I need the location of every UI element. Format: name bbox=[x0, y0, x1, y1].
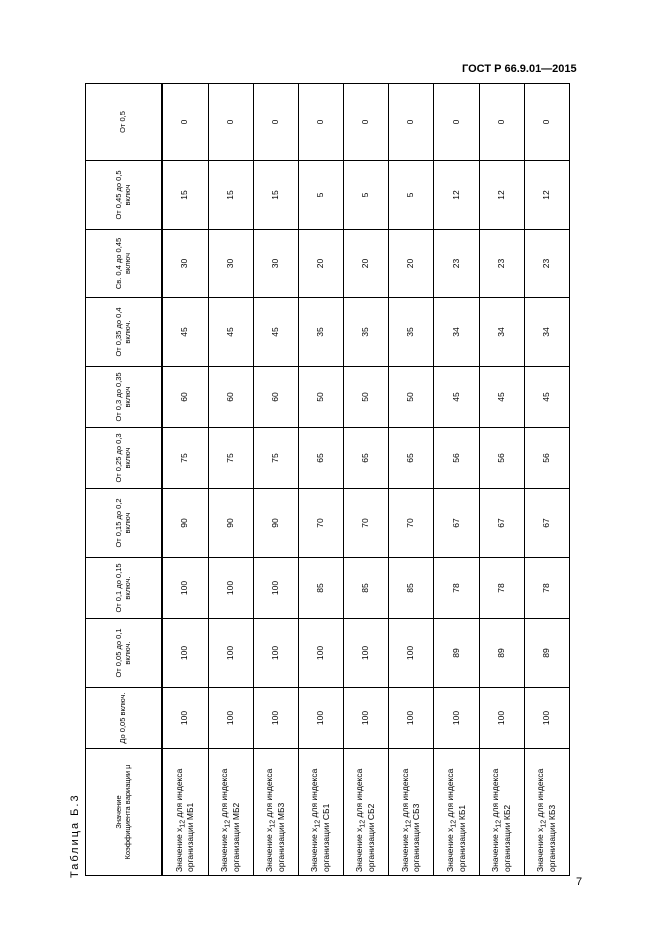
table-cell: 0 bbox=[253, 84, 298, 161]
row-label-subscript: 12 bbox=[359, 819, 368, 828]
table-cell: 0 bbox=[434, 84, 479, 161]
row-label-text: Значение x bbox=[218, 827, 229, 872]
table-cell: 50 bbox=[344, 367, 389, 428]
row-label-subscript: 12 bbox=[313, 819, 322, 828]
table-cell: 45 bbox=[253, 298, 298, 367]
row-label-text: для индекса организации КБ1 bbox=[444, 768, 467, 872]
table-cell: 35 bbox=[344, 298, 389, 367]
table-cell: 78 bbox=[479, 558, 524, 619]
table-cell: 23 bbox=[434, 230, 479, 298]
table-cell: 50 bbox=[298, 367, 343, 428]
table-row bbox=[162, 84, 208, 876]
column-header: От 0,5 bbox=[86, 84, 163, 161]
table-cell: 12 bbox=[434, 161, 479, 230]
table-header-row bbox=[86, 84, 163, 876]
row-label bbox=[298, 749, 343, 876]
corner-line-1: Значение bbox=[113, 795, 123, 829]
table-cell: 45 bbox=[162, 298, 208, 367]
table-cell: 67 bbox=[479, 489, 524, 558]
table-cell: 100 bbox=[524, 688, 569, 749]
table-cell: 70 bbox=[389, 489, 434, 558]
row-label-subscript: 12 bbox=[268, 819, 277, 828]
row-label-subscript: 12 bbox=[404, 819, 413, 828]
row-label bbox=[208, 749, 253, 876]
table-cell: 0 bbox=[389, 84, 434, 161]
table-cell: 0 bbox=[162, 84, 208, 161]
table-cell: 34 bbox=[434, 298, 479, 367]
table-cell: 56 bbox=[479, 428, 524, 489]
table-cell: 56 bbox=[524, 428, 569, 489]
row-label bbox=[344, 749, 389, 876]
table-cell: 100 bbox=[253, 688, 298, 749]
table-row bbox=[208, 84, 253, 876]
table-cell: 0 bbox=[208, 84, 253, 161]
table-cell: 100 bbox=[162, 688, 208, 749]
row-label bbox=[253, 749, 298, 876]
table-cell: 70 bbox=[298, 489, 343, 558]
row-label-text: Значение x bbox=[173, 827, 184, 872]
row-label-text: Значение x bbox=[399, 827, 410, 872]
table-cell: 30 bbox=[208, 230, 253, 298]
row-label-text: Значение x bbox=[535, 827, 546, 872]
row-label-text: для индекса организации МБ2 bbox=[218, 768, 241, 872]
table-cell: 35 bbox=[389, 298, 434, 367]
table-cell: 15 bbox=[208, 161, 253, 230]
table-cell: 90 bbox=[162, 489, 208, 558]
table-cell: 67 bbox=[434, 489, 479, 558]
table-cell: 78 bbox=[524, 558, 569, 619]
corner-header bbox=[86, 749, 163, 876]
table-cell: 34 bbox=[479, 298, 524, 367]
table-cell: 20 bbox=[298, 230, 343, 298]
table-cell: 0 bbox=[479, 84, 524, 161]
table-cell: 90 bbox=[253, 489, 298, 558]
column-header: От 0,05 до 0,1 включ. bbox=[86, 619, 163, 688]
table-cell: 23 bbox=[479, 230, 524, 298]
table-cell: 45 bbox=[524, 367, 569, 428]
row-label-text: для индекса организации КБ3 bbox=[535, 768, 557, 872]
row-label-text: Значение x bbox=[444, 827, 455, 872]
table-cell: 60 bbox=[162, 367, 208, 428]
table-cell: 100 bbox=[479, 688, 524, 749]
row-label-text: для индекса организации СБ1 bbox=[309, 768, 332, 872]
table-cell: 100 bbox=[389, 619, 434, 688]
table-row bbox=[298, 84, 343, 876]
table-cell: 67 bbox=[524, 489, 569, 558]
table-cell: 70 bbox=[344, 489, 389, 558]
table-row bbox=[434, 84, 479, 876]
table-cell: 12 bbox=[524, 161, 569, 230]
table-cell: 45 bbox=[434, 367, 479, 428]
row-label bbox=[389, 749, 434, 876]
table-cell: 23 bbox=[524, 230, 569, 298]
row-label bbox=[434, 749, 479, 876]
table-cell: 100 bbox=[389, 688, 434, 749]
row-label-text: Значение x bbox=[489, 827, 500, 872]
column-header: Св. 0,4 до 0,45 включ bbox=[86, 230, 163, 298]
table-cell: 35 bbox=[298, 298, 343, 367]
row-label bbox=[479, 749, 524, 876]
table-cell: 15 bbox=[253, 161, 298, 230]
table-row bbox=[344, 84, 389, 876]
table-row bbox=[253, 84, 298, 876]
row-label bbox=[162, 749, 208, 876]
table-cell: 45 bbox=[479, 367, 524, 428]
table-row bbox=[389, 84, 434, 876]
table-cell: 65 bbox=[298, 428, 343, 489]
column-header: От 0,1 до 0,15 включ. bbox=[86, 558, 163, 619]
table-cell: 89 bbox=[479, 619, 524, 688]
table-cell: 56 bbox=[434, 428, 479, 489]
row-label-subscript: 12 bbox=[539, 819, 548, 828]
table-cell: 100 bbox=[162, 558, 208, 619]
table-cell: 85 bbox=[298, 558, 343, 619]
table-cell: 5 bbox=[389, 161, 434, 230]
corner-line-2: Коэффициента вариации μ bbox=[122, 764, 132, 860]
row-label-text: Значение x bbox=[264, 827, 275, 872]
table-cell: 60 bbox=[253, 367, 298, 428]
table-cell: 100 bbox=[253, 558, 298, 619]
table-cell: 0 bbox=[524, 84, 569, 161]
table-cell: 100 bbox=[162, 619, 208, 688]
row-label-text: для индекса организации КБ2 bbox=[489, 768, 512, 872]
column-header: До 0,05 включ. bbox=[86, 688, 163, 749]
table-row bbox=[479, 84, 524, 876]
table-cell: 90 bbox=[208, 489, 253, 558]
table-cell: 100 bbox=[208, 619, 253, 688]
table-cell: 85 bbox=[389, 558, 434, 619]
table-cell: 100 bbox=[344, 688, 389, 749]
table-caption: Таблица Б.3 bbox=[69, 793, 81, 878]
column-header: От 0,25 до 0,3 включ bbox=[86, 428, 163, 489]
table-cell: 75 bbox=[162, 428, 208, 489]
table-cell: 5 bbox=[344, 161, 389, 230]
table-cell: 100 bbox=[298, 688, 343, 749]
table-cell: 75 bbox=[253, 428, 298, 489]
table-cell: 20 bbox=[344, 230, 389, 298]
table-cell: 85 bbox=[344, 558, 389, 619]
column-header: От 0,35 до 0,4 включ. bbox=[86, 298, 163, 367]
table-row bbox=[524, 84, 569, 876]
row-label bbox=[524, 749, 569, 876]
row-label-subscript: 12 bbox=[494, 819, 503, 828]
coefficient-table bbox=[85, 83, 570, 876]
table-cell: 45 bbox=[208, 298, 253, 367]
row-label-subscript: 12 bbox=[178, 819, 187, 828]
table-cell: 89 bbox=[434, 619, 479, 688]
row-label-text: для индекса организации МБ3 bbox=[264, 768, 286, 872]
column-header: От 0,3 до 0,35 включ bbox=[86, 367, 163, 428]
table-cell: 34 bbox=[524, 298, 569, 367]
table-cell: 50 bbox=[389, 367, 434, 428]
table-cell: 0 bbox=[298, 84, 343, 161]
table-cell: 60 bbox=[208, 367, 253, 428]
column-header: От 0,15 до 0,2 включ bbox=[86, 489, 163, 558]
row-label-text: Значение x bbox=[309, 827, 320, 872]
table-cell: 65 bbox=[344, 428, 389, 489]
row-label-subscript: 12 bbox=[223, 819, 232, 828]
row-label-text: Значение x bbox=[354, 827, 365, 872]
table-cell: 0 bbox=[344, 84, 389, 161]
table-cell: 100 bbox=[208, 688, 253, 749]
row-label-subscript: 12 bbox=[449, 819, 458, 828]
table-cell: 100 bbox=[253, 619, 298, 688]
table-cell: 78 bbox=[434, 558, 479, 619]
table-cell: 65 bbox=[389, 428, 434, 489]
column-header: От 0,45 до 0,5 включ bbox=[86, 161, 163, 230]
table-cell: 100 bbox=[208, 558, 253, 619]
table-cell: 100 bbox=[434, 688, 479, 749]
row-label-text: для индекса организации МБ1 bbox=[173, 768, 196, 872]
table-cell: 100 bbox=[298, 619, 343, 688]
table-cell: 12 bbox=[479, 161, 524, 230]
table-cell: 89 bbox=[524, 619, 569, 688]
table-cell: 15 bbox=[162, 161, 208, 230]
table-cell: 5 bbox=[298, 161, 343, 230]
row-label-text: для индекса организации СБ2 bbox=[354, 768, 377, 872]
row-label-text: для индекса организации СБ3 bbox=[399, 768, 422, 872]
table-cell: 100 bbox=[344, 619, 389, 688]
table-cell: 75 bbox=[208, 428, 253, 489]
table-cell: 30 bbox=[253, 230, 298, 298]
table-cell: 30 bbox=[162, 230, 208, 298]
page-number: 7 bbox=[576, 876, 583, 888]
table-cell: 20 bbox=[389, 230, 434, 298]
document-header: ГОСТ Р 66.9.01—2015 bbox=[462, 63, 577, 75]
